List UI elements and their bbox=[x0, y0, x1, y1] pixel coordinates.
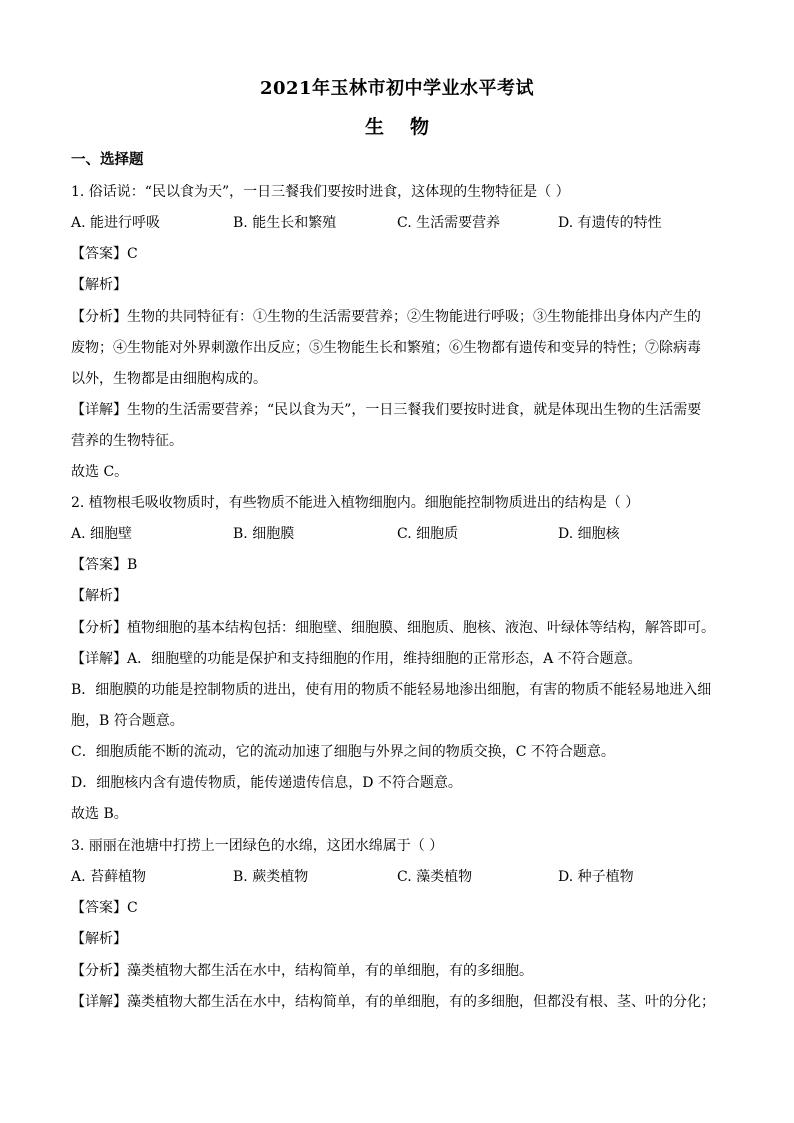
question-3-answer: 【答案】C bbox=[71, 900, 138, 916]
option-a: A. 细胞壁 bbox=[71, 526, 133, 542]
question-2-line: 【详解】A．细胞壁的功能是保护和支持细胞的作用，维持细胞的正常形态，A 不符合题意。 bbox=[71, 651, 642, 667]
option-d: D. 细胞核 bbox=[558, 526, 620, 542]
option-c: C. 生活需要营养 bbox=[397, 215, 501, 231]
option-b: B. 能生长和繁殖 bbox=[233, 215, 337, 231]
question-1-analysis-heading: 【解析】 bbox=[71, 277, 127, 293]
question-1-answer: 【答案】C bbox=[71, 246, 138, 262]
question-1-line: 【分析】生物的共同特征有：①生物的生活需要营养；②生物能进行呼吸；③生物能排出身体内产生的 bbox=[71, 309, 701, 325]
option-b: B. 蕨类植物 bbox=[233, 869, 309, 885]
question-2-line: B．细胞膜的功能是控制物质的进出，使有用的物质不能轻易地渗出细胞，有害的物质不能轻易地进入细 bbox=[71, 682, 712, 698]
page-title: 2021年玉林市初中学业水平考试 bbox=[259, 78, 535, 99]
question-1-line: 故选 C。 bbox=[71, 464, 129, 480]
question-1-line: 营养的生物特征。 bbox=[71, 433, 183, 449]
option-c: C. 细胞质 bbox=[397, 526, 459, 542]
question-2-line: 【分析】植物细胞的基本结构包括：细胞壁、细胞膜、细胞质、胞核、液泡、叶绿体等结构，解答即可。 bbox=[71, 620, 715, 636]
section-heading: 一、选择题 bbox=[71, 151, 144, 168]
subject-title bbox=[0, 112, 794, 139]
question-1-line: 【详解】生物的生活需要营养；“民以食为天”，一日三餐我们要按时进食，就是体现出生物的生活需要 bbox=[71, 402, 702, 418]
option-d: D. 有遗传的特性 bbox=[558, 215, 662, 231]
option-d: D. 种子植物 bbox=[558, 869, 634, 885]
question-2-answer: 【答案】B bbox=[71, 557, 138, 573]
question-2-line: D．细胞核内含有遗传物质，能传递遗传信息，D 不符合题意。 bbox=[71, 775, 462, 791]
subject-char-2: 物 bbox=[410, 116, 430, 138]
question-2-options bbox=[71, 525, 723, 543]
question-2-line: 胞，B 符合题意。 bbox=[71, 713, 184, 729]
option-a: A. 能进行呼吸 bbox=[71, 215, 161, 231]
question-2-line: C．细胞质能不断的流动，它的流动加速了细胞与外界之间的物质交换，C 不符合题意。 bbox=[71, 744, 615, 760]
question-3-analysis-heading: 【解析】 bbox=[71, 931, 127, 947]
question-3-options bbox=[71, 868, 723, 886]
question-2-stem: 2. 植物根毛吸收物质时，有些物质不能进入植物细胞内。细胞能控制物质进出的结构是（ ） bbox=[71, 495, 640, 511]
question-1-stem: 1. 俗话说：“民以食为天”，一日三餐我们要按时进食，这体现的生物特征是（ ） bbox=[71, 184, 570, 200]
option-b: B. 细胞膜 bbox=[233, 526, 295, 542]
question-1-line: 废物；④生物能对外界刺激作出反应；⑤生物能生长和繁殖；⑥生物都有遗传和变异的特性；⑦除病毒 bbox=[71, 340, 701, 356]
question-2-line: 故选 B。 bbox=[71, 806, 128, 822]
question-1-options bbox=[71, 214, 723, 232]
option-a: A. 苔藓植物 bbox=[71, 869, 147, 885]
question-3-stem: 3. 丽丽在池塘中打捞上一团绿色的水绵，这团水绵属于（ ） bbox=[71, 838, 444, 854]
question-1-line: 以外，生物都是由细胞构成的。 bbox=[71, 371, 267, 387]
option-c: C. 藻类植物 bbox=[397, 869, 473, 885]
question-3-line: 【分析】藻类植物大都生活在水中，结构简单，有的单细胞，有的多细胞。 bbox=[71, 963, 533, 979]
question-3-line: 【详解】藻类植物大都生活在水中，结构简单，有的单细胞，有的多细胞，但都没有根、茎、叶的分化； bbox=[71, 994, 715, 1010]
question-2-analysis-heading: 【解析】 bbox=[71, 588, 127, 604]
subject-char-1: 生 bbox=[364, 116, 384, 138]
